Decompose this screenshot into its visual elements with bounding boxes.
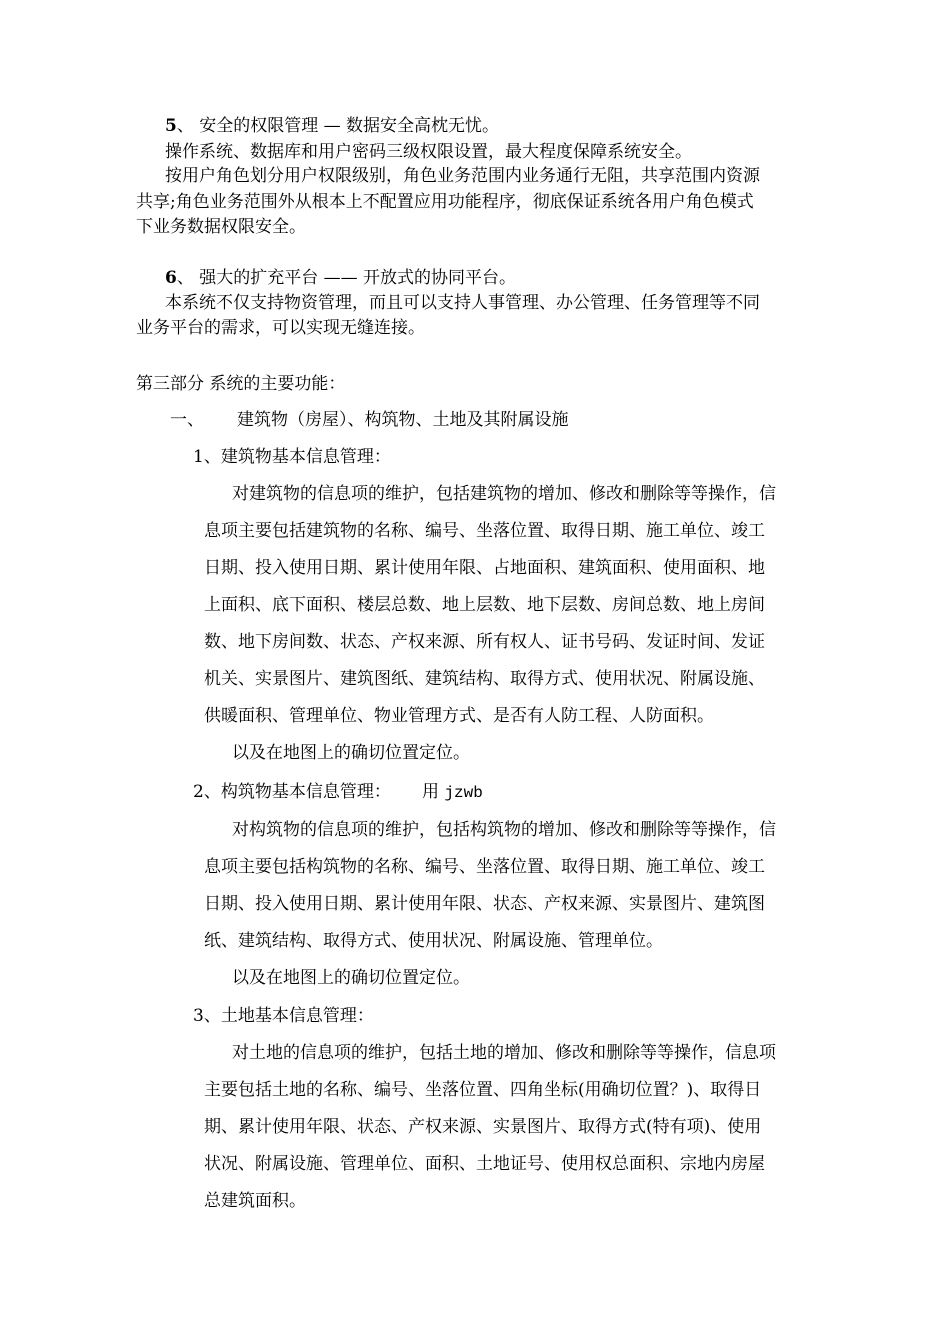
paragraph-line: 对建筑物的信息项的维护，包括建筑物的增加、修改和删除等等操作，信 xyxy=(232,484,776,504)
paragraph-line: 主要包括土地的名称、编号、坐落位置、四角坐标(用确切位置？)、取得日 xyxy=(204,1080,762,1100)
item-title: 2、构筑物基本信息管理： xyxy=(193,782,391,802)
paragraph-line: 按用户角色划分用户权限级别，角色业务范围内业务通行无阻，共享范围内资源 xyxy=(165,166,760,186)
paragraph-line: 以及在地图上的确切位置定位。 xyxy=(232,743,470,763)
paragraph-line: 共享;角色业务范围外从根本上不配置应用功能程序，彻底保证系统各用户角色模式 xyxy=(136,192,754,212)
paragraph-line: 本系统不仅支持物资管理，而且可以支持人事管理、办公管理、任务管理等不同 xyxy=(165,293,760,313)
paragraph-line: 操作系统、数据库和用户密码三级权限设置，最大程度保障系统安全。 xyxy=(165,142,692,162)
paragraph-line: 息项主要包括构筑物的名称、编号、坐落位置、取得日期、施工单位、竣工 xyxy=(204,857,765,877)
paragraph-line: 数、地下房间数、状态、产权来源、所有权人、证书号码、发证时间、发证 xyxy=(204,632,765,652)
paragraph-line: 纸、建筑结构、取得方式、使用状况、附属设施、管理单位。 xyxy=(204,931,663,951)
paragraph-line: 状况、附属设施、管理单位、面积、土地证号、使用权总面积、宗地内房屋 xyxy=(204,1154,765,1174)
paragraph-line: 日期、投入使用日期、累计使用年限、状态、产权来源、实景图片、建筑图 xyxy=(204,894,765,914)
paragraph-line: 期、累计使用年限、状态、产权来源、实景图片、取得方式(特有项)、使用 xyxy=(204,1117,762,1137)
paragraph-line: 机关、实景图片、建筑图纸、建筑结构、取得方式、使用状况、附属设施、 xyxy=(204,669,765,689)
paragraph-line: 对土地的信息项的维护，包括土地的增加、修改和删除等等操作，信息项 xyxy=(232,1043,776,1063)
section-number: 6 xyxy=(165,268,177,288)
section-6-heading xyxy=(165,268,516,288)
paragraph-line: 以及在地图上的确切位置定位。 xyxy=(232,968,470,988)
section-number: 5 xyxy=(165,116,177,136)
item-title: 1、建筑物基本信息管理： xyxy=(193,447,391,467)
item-note xyxy=(422,782,483,803)
chapter-number: 一、 xyxy=(170,410,204,430)
note-code: jzwb xyxy=(444,784,483,802)
section-title: 、 安全的权限管理 — 数据安全高枕无忧。 xyxy=(176,116,500,136)
note-prefix: 用 xyxy=(422,782,445,802)
section-5-heading xyxy=(165,116,499,136)
part-title: 第三部分 系统的主要功能： xyxy=(136,374,346,394)
paragraph-line: 总建筑面积。 xyxy=(204,1191,306,1211)
paragraph-line: 息项主要包括建筑物的名称、编号、坐落位置、取得日期、施工单位、竣工 xyxy=(204,521,765,541)
paragraph-line: 日期、投入使用日期、累计使用年限、占地面积、建筑面积、使用面积、地 xyxy=(204,558,765,578)
paragraph-line: 供暖面积、管理单位、物业管理方式、是否有人防工程、人防面积。 xyxy=(204,706,714,726)
section-title: 、 强大的扩充平台 —— 开放式的协同平台。 xyxy=(176,268,517,288)
paragraph-line: 对构筑物的信息项的维护，包括构筑物的增加、修改和删除等等操作，信 xyxy=(232,820,776,840)
chapter-title: 建筑物（房屋）、构筑物、土地及其附属设施 xyxy=(237,410,569,430)
item-title: 3、土地基本信息管理： xyxy=(193,1006,374,1026)
paragraph-line: 下业务数据权限安全。 xyxy=(136,217,306,237)
paragraph-line: 上面积、底下面积、楼层总数、地上层数、地下层数、房间总数、地上房间 xyxy=(204,595,765,615)
paragraph-line: 业务平台的需求，可以实现无缝连接。 xyxy=(136,318,425,338)
